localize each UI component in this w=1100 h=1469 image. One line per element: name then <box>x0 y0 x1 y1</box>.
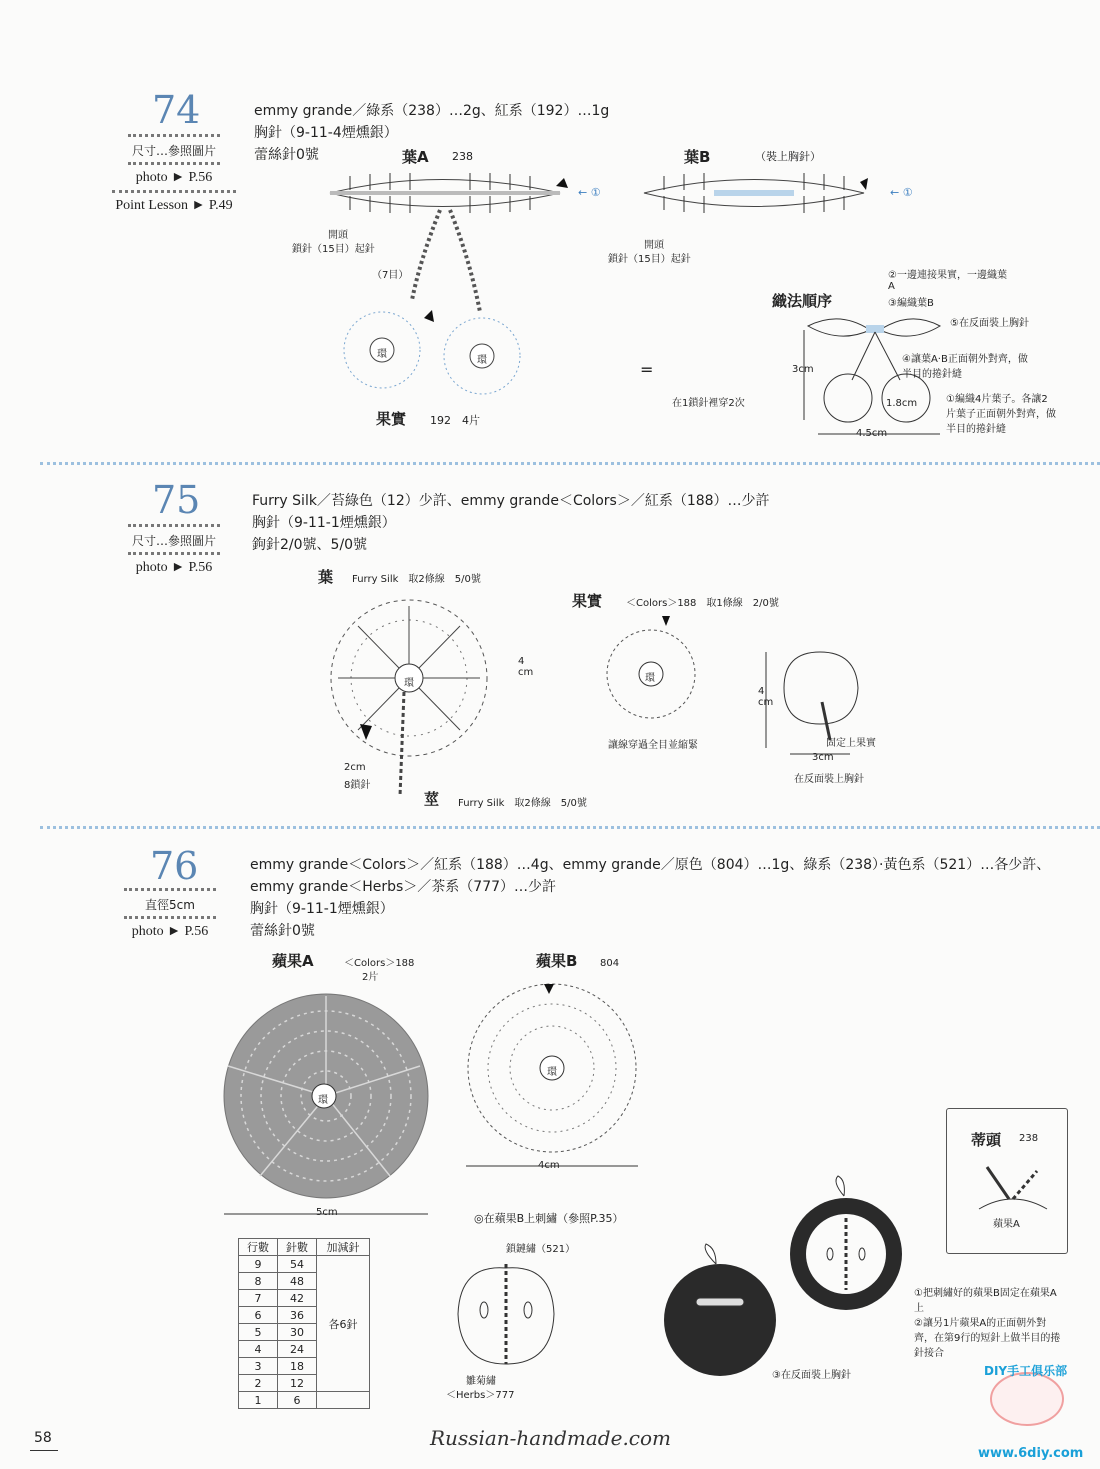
divider <box>112 190 236 193</box>
materials-74: emmy grande／綠系（238）…2g、紅系（192）…1g 胸針（9-11-4煙燻銀） 蕾絲針0號 <box>254 103 610 163</box>
start-label: 鎖針（15目）起針 <box>292 244 375 255</box>
order-note: ③編織葉B <box>888 298 934 309</box>
leaf-title: 葉 <box>318 568 334 586</box>
ring-label: 環 <box>645 673 655 684</box>
pattern-number-75: 75 <box>152 478 201 522</box>
section-separator <box>40 826 1100 829</box>
table-row: 9 54 各6針 <box>239 1256 370 1273</box>
table-row: 1 6 <box>239 1392 370 1409</box>
ring-label: 環 <box>547 1067 557 1078</box>
apple-front-diagram <box>790 1168 906 1308</box>
ring-label: 環 <box>318 1095 328 1106</box>
stem-title: 莖 <box>424 790 440 808</box>
apple-back-diagram <box>664 1240 784 1390</box>
chain-count: （7目） <box>372 270 409 281</box>
club-logo <box>990 1372 1064 1426</box>
page-rule <box>30 1450 58 1451</box>
leaf-b-chart <box>634 168 884 218</box>
size-note: 尺寸…參照圖片 <box>131 534 216 548</box>
table-row: 3 18 <box>239 1358 370 1375</box>
equal-note: 在1鎖針裡穿2次 <box>672 398 745 409</box>
order-note: ①編織4片葉子。各讓2片葉子正面朝外對齊，做半目的捲針縫 <box>946 394 1056 435</box>
dim-3cm: 3cm <box>812 752 834 763</box>
stem-diagram <box>973 1159 1053 1219</box>
dim-3cm: 3cm <box>792 364 814 375</box>
dim-4-5cm: 4.5cm <box>856 428 888 439</box>
page-number: 58 <box>34 1430 52 1446</box>
photo-ref: photo ► P.56 <box>135 170 213 185</box>
leaf-b-note: （裝上胸針） <box>755 150 821 163</box>
order-note: ②一邊連接果實，一邊織葉A <box>888 270 1007 292</box>
order-note: ⑤在反面裝上胸針 <box>950 318 1029 329</box>
stem-note: Furry Silk 取2條線 5/0號 <box>458 798 587 809</box>
apple-a-count: 2片 <box>362 972 379 983</box>
site-url: www.6diy.com <box>978 1446 1084 1461</box>
apple-b-code: 804 <box>600 958 620 969</box>
materials-76: emmy grande＜Colors＞／紅系（188）…4g、emmy grande／原色（804）…1g、綠系（238）·黃色系（521）…各少許、 emmy grande＜Herbs＞／茶系（777）…少許 胸針（9-11-1煙燻銀） 蕾絲針0號 <box>250 857 1051 939</box>
divider <box>128 134 220 137</box>
start-label: 開頭 <box>328 230 348 241</box>
pattern-number-74: 74 <box>152 88 201 132</box>
size-note: 直徑5cm <box>145 898 195 912</box>
photo-ref: photo ► P.56 <box>135 560 213 575</box>
dim-4cm: 4cm <box>538 1160 560 1171</box>
stem-apple-label: 蘋果A <box>993 1219 1020 1230</box>
dim-4cm: 4 cm <box>758 686 774 708</box>
leaf-b-title: 葉B <box>684 148 711 166</box>
ring-label: 環 <box>377 349 387 360</box>
fruit-note: ＜Colors＞188 取1條線 2/0號 <box>626 598 779 609</box>
materials-75: Furry Silk／苔綠色（12）少許、emmy grande＜Colors＞／紅系（188）…少許 胸針（9-11-1煙燻銀） 鉤針2/0號、5/0號 <box>252 493 770 553</box>
stem-box <box>946 1108 1068 1254</box>
equals-sign: = <box>640 360 654 379</box>
chain-stitch-label: 鎖鏈繡（521） <box>506 1244 576 1255</box>
start-label: 鎖針（15目）起針 <box>608 254 691 265</box>
dim-8ch: 8鎖針 <box>344 780 371 791</box>
dim-1-8cm: 1.8cm <box>886 398 918 409</box>
order-title: 織法順序 <box>772 292 833 310</box>
back-note: 在反面裝上胸針 <box>794 774 864 785</box>
start-label: 開頭 <box>644 240 664 251</box>
fix-note: 固定上果實 <box>826 738 876 749</box>
watermark: Russian-handmade.com <box>430 1426 672 1450</box>
fruit-title: 果實 <box>572 592 603 610</box>
daisy-stitch-label: 雛菊繡 <box>466 1376 496 1387</box>
apple-a-chart <box>220 996 440 1226</box>
apple-a-title: 蘋果A <box>272 952 314 970</box>
table-row: 7 42 <box>239 1290 370 1307</box>
apple-b-title: 蘋果B <box>536 952 578 970</box>
daisy-code: ＜Herbs＞777 <box>446 1390 515 1401</box>
embroidery-diagram <box>452 1254 562 1374</box>
stem-title: 蒂頭 <box>971 1131 1002 1149</box>
photo-ref: photo ► P.56 <box>131 924 209 939</box>
section-separator <box>40 462 1100 465</box>
table-row: 8 48 <box>239 1273 370 1290</box>
row-table: 行數 針數 加減針 9 54 各6針 8 48 7 42 6 36 5 30 4 24 3 18 2 12 1 6 <box>238 1238 370 1409</box>
arrow-label: ← ① <box>890 186 913 199</box>
leaf-a-title: 葉A <box>402 148 429 166</box>
leaf-a-code: 238 <box>452 150 473 163</box>
club-name: DIY手工俱乐部 <box>984 1364 1068 1378</box>
divider <box>124 888 216 891</box>
divider <box>124 916 216 919</box>
arrow-label: ← ① <box>578 186 601 199</box>
thread-note: 讓線穿過全目並縮緊 <box>608 740 698 751</box>
lesson-ref: Point Lesson ► P.49 <box>115 198 233 213</box>
divider <box>128 162 220 165</box>
table-row: 5 30 <box>239 1324 370 1341</box>
leaf-note: Furry Silk 取2條線 5/0號 <box>352 574 481 585</box>
apple-a-note: ＜Colors＞188 <box>344 958 415 969</box>
brooch-note: ③在反面裝上胸針 <box>772 1370 851 1381</box>
assembly-steps: ①把刺繡好的蘋果B固定在蘋果A上 ②讓另1片蘋果A的正面朝外對齊，在第9行的短針上做半目的捲針接合 <box>914 1288 1061 1359</box>
fruit-code: 192 4片 <box>430 414 480 427</box>
dim-4cm: 4 cm <box>518 656 534 678</box>
table-row: 4 24 <box>239 1341 370 1358</box>
stem-code: 238 <box>1019 1133 1039 1144</box>
table-row: 2 12 <box>239 1375 370 1392</box>
table-row: 6 36 <box>239 1307 370 1324</box>
divider <box>128 524 220 527</box>
apple-b-chart <box>462 982 652 1172</box>
embroidery-note: ◎在蘋果B上刺繡（參照P.35） <box>474 1212 624 1225</box>
size-note: 尺寸…參照圖片 <box>131 144 216 158</box>
fruit-title: 果實 <box>376 410 407 428</box>
ring-label: 環 <box>477 355 487 366</box>
fruit-chart <box>340 200 540 400</box>
order-note: ④讓葉A·B正面朝外對齊，做半目的捲針縫 <box>902 354 1028 380</box>
ring-label: 環 <box>404 678 414 689</box>
dim-2cm: 2cm <box>344 762 366 773</box>
pattern-number-76: 76 <box>150 844 199 888</box>
dim-5cm: 5cm <box>316 1207 338 1218</box>
divider <box>128 552 220 555</box>
